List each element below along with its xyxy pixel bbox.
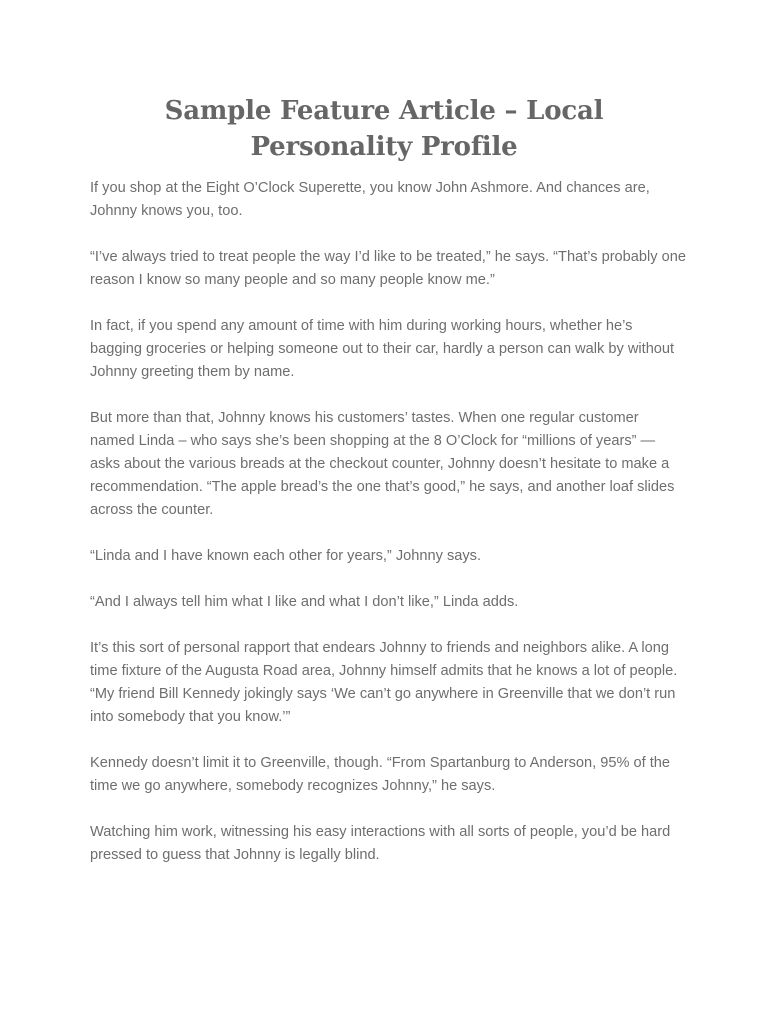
article-title-line-1: Sample Feature Article – Local [164, 96, 604, 126]
paragraph-7: It’s this sort of personal rapport that endears Johnny to friends and neighbors alike. A long time fixture of the Augusta Road area, Johnny himself admits that he knows a lot of people. “My friend Bill Kennedy jokingly says ‘We can’t go anywhere in Greenville that we don’t run into somebody that you know.’” [90, 640, 678, 725]
paragraph-2: “I’ve always tried to treat people the way I’d like to be treated,” he says. “That’s probably one reason I know so many people and so many people know me.” [90, 249, 686, 288]
paragraph-6: “And I always tell him what I like and what I don’t like,” Linda adds. [90, 594, 519, 610]
paragraph-9: Watching him work, witnessing his easy interactions with all sorts of people, you’d be hard pressed to guess that Johnny is legally blind. [90, 824, 671, 863]
article-title [90, 93, 678, 165]
article-title-line-2: Personality Profile [250, 132, 518, 162]
paragraph-1: If you shop at the Eight O’Clock Superette, you know John Ashmore. And chances are, Johnny knows you, too. [90, 180, 650, 219]
paragraph-8: Kennedy doesn’t limit it to Greenville, though. “From Spartanburg to Anderson, 95% of the time we go anywhere, somebody recognizes Johnny,” he says. [90, 755, 671, 794]
paragraph-5: “Linda and I have known each other for years,” Johnny says. [90, 548, 482, 564]
paragraph-4: But more than that, Johnny knows his customers’ tastes. When one regular customer named Linda – who says she’s been shopping at the 8 O’Clock for “millions of years” — asks about the various breads at the checkout counter, Johnny doesn’t hesitate to make a recommendation. “The apple bread’s the one that’s good,” he says, and another loaf slides across the counter. [90, 410, 675, 518]
paragraph-3: In fact, if you spend any amount of time with him during working hours, whether he’s bagging groceries or helping someone out to their car, hardly a person can walk by without Johnny greeting them by name. [90, 318, 675, 380]
article-body [90, 177, 686, 890]
